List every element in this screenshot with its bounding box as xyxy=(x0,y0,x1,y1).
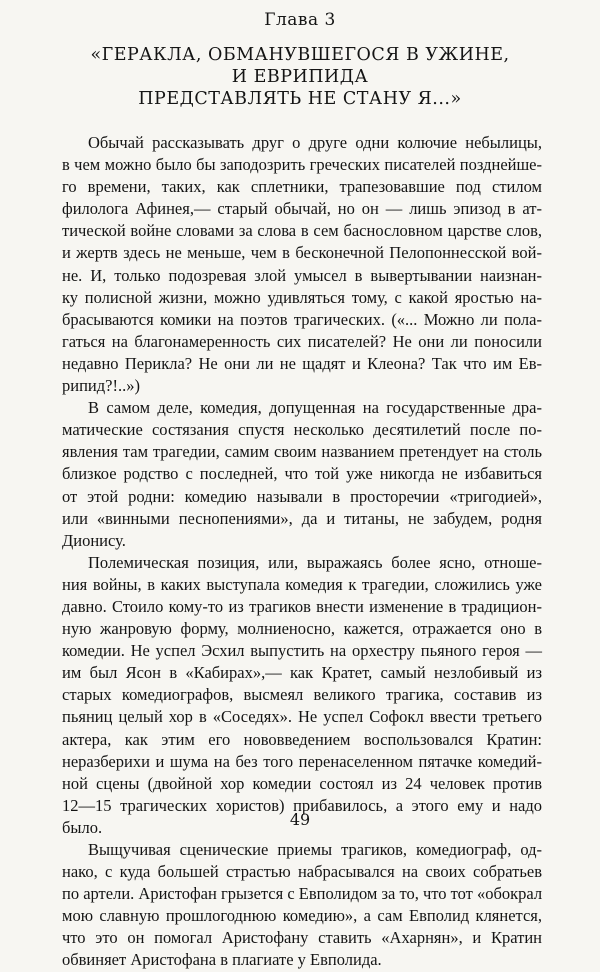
text-line: или «винными песнопениями», да и титаны, не забудем, родня xyxy=(62,508,542,528)
chapter-title-line: «ГЕРАКЛА, ОБМАНУВШЕГОСЯ В УЖИНЕ, xyxy=(90,45,510,65)
paragraph xyxy=(62,132,542,397)
text-line: не. И, только подозревая злой умысел в вывертывании наизнан- xyxy=(62,265,542,285)
text-line: нако, с куда большей страстью набрасывался на своих собратьев xyxy=(62,862,542,882)
text-line: брасываются комики на поэтов трагических. («... Можно ли пола- xyxy=(62,309,542,329)
text-line: близкое родство с последней, что той уже никогда не избавиться xyxy=(62,464,542,484)
text-line: мою славную прошлогоднюю комедию», а сам Евполид клянется, xyxy=(62,906,542,926)
paragraph xyxy=(62,552,542,839)
text-line: матические состязания спустя несколько десятилетий после по- xyxy=(62,420,542,440)
text-line: В самом деле, комедия, допущенная на государственные дра- xyxy=(88,398,542,418)
chapter-title-line: И ЕВРИПИДА xyxy=(231,67,369,87)
text-line: актера, как этим его нововведением воспользовался Кратин: xyxy=(62,729,542,749)
text-line: рипид?!..») xyxy=(62,376,140,396)
text-line: и жертв здесь не меньше, чем в бесконечной Пелопоннесской вой- xyxy=(62,243,542,263)
text-line: го времени, таких, как сплетники, трапезовавшие под стилом xyxy=(62,177,542,197)
text-line: Полемическая позиция, или, выражаясь более ясно, отноше- xyxy=(88,552,542,572)
text-line: ния войны, в каких выступала комедия к трагедии, сложились уже xyxy=(62,574,542,594)
text-line: было. xyxy=(62,817,103,837)
text-line: филолога Афинея,— старый обычай, но он — лишь эпизод в ат- xyxy=(62,199,542,219)
page-number: 49 xyxy=(289,810,311,829)
text-line: от этой родни: комедию называли в просторечии «тригодией», xyxy=(62,486,542,506)
text-line: им был Ясон в «Кабирах»,— как Кратет, самый незлобивый из xyxy=(62,663,542,683)
text-line: 12—15 трагических хористов) прибавилось, а этого ему и надо xyxy=(62,795,542,815)
chapter-label: Глава 3 xyxy=(264,10,336,30)
text-line: пьяниц целый хор в «Соседях». Не успел Софокл ввести третьего xyxy=(62,707,542,727)
text-line: Дионису. xyxy=(62,530,126,550)
text-line: старых комедиографов, высмеял великого трагика, составив из xyxy=(62,685,542,705)
text-line: ной сцены (двойной хор комедии состоял из 24 человек против xyxy=(62,773,542,793)
chapter-title-line: ПРЕДСТАВЛЯТЬ НЕ СТАНУ Я...» xyxy=(138,89,462,109)
text-line: ку полисной жизни, можно удивляться тому, с какой яростью на- xyxy=(62,287,542,307)
text-line: Выщучивая сценические приемы трагиков, комедиограф, од- xyxy=(88,840,542,859)
text-line: давно. Стоило кому-то из трагиков внести изменение в традицион- xyxy=(62,596,542,616)
chapter-title xyxy=(60,44,540,110)
text-line: обвиняет Аристофана в плагиате у Евполида. xyxy=(62,950,382,970)
text-line: Обычай рассказывать друг о друге одни колючие небылицы, xyxy=(88,133,542,152)
text-line: комедии. Не успел Эсхил выпустить на орхестру пьяного героя — xyxy=(62,641,542,661)
paragraph xyxy=(62,397,542,552)
text-line: что это он помогал Аристофану ставить «Ахарнян», и Кратин xyxy=(62,928,542,948)
text-line: явления там трагедии, самим своим названием претендует на столь xyxy=(62,442,542,462)
text-line: тической войне словами за слова в сем баснословном царстве слов, xyxy=(62,221,542,241)
text-line: недавно Перикла? Не они ли не щадят и Клеона? Так что им Ев- xyxy=(62,353,542,373)
paragraph xyxy=(62,839,542,972)
text-line: в чем можно было бы заподозрить греческих писателей позднейше- xyxy=(62,155,542,175)
text-line: по артели. Аристофан грызется с Евполидом за то, что тот «обокрал xyxy=(62,884,543,904)
body-text xyxy=(62,132,542,972)
text-line: неразберихи и шума на без того перенаселенном пятачке комедий- xyxy=(62,751,542,771)
text-line: гаться на благонамеренность сих писателей? Не они ли поносили xyxy=(62,331,542,351)
text-line: ную жанровую форму, молниеносно, кажется, отражается оно в xyxy=(62,619,542,639)
